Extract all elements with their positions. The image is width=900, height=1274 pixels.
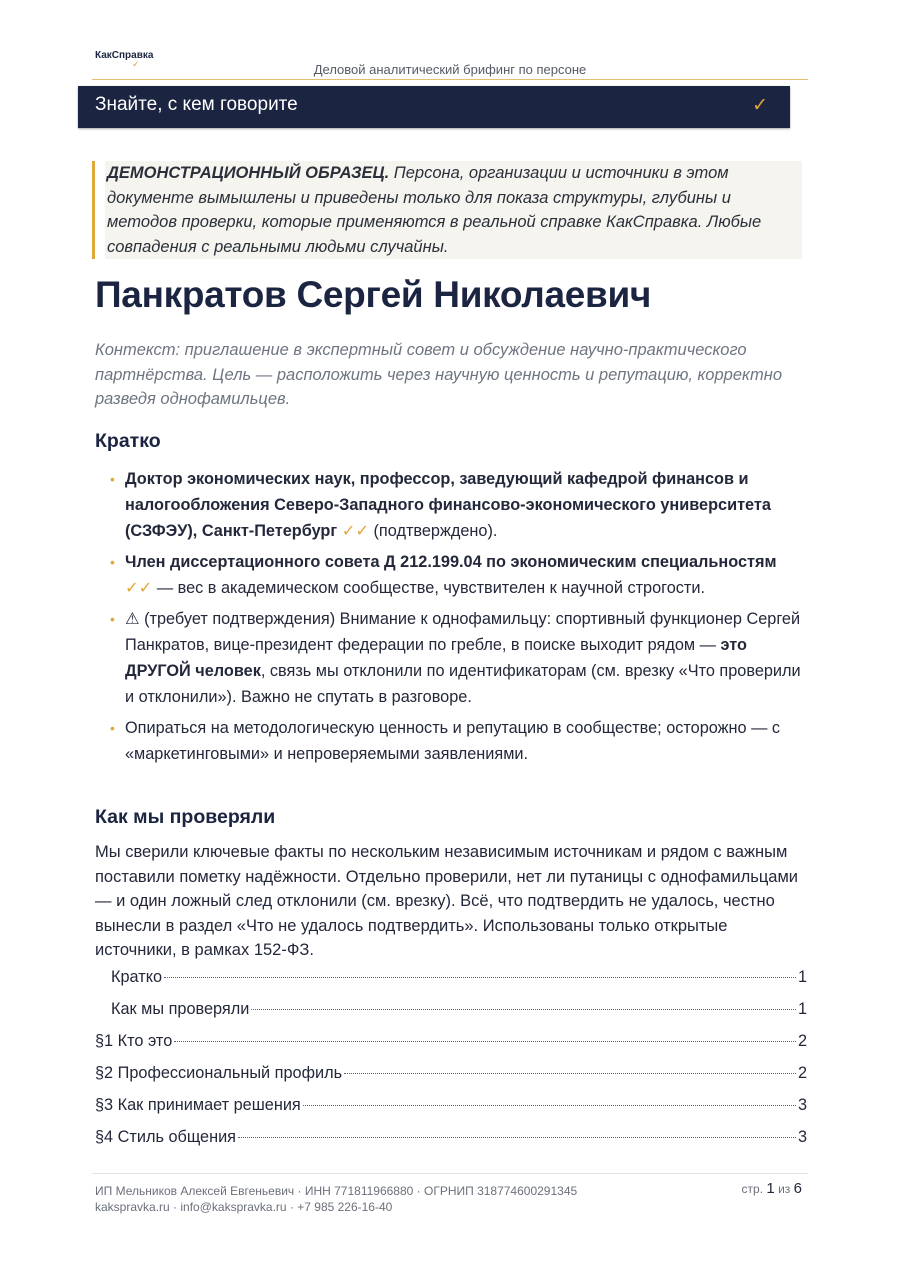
notice-box	[105, 161, 802, 259]
bullet-icon: •	[110, 471, 115, 487]
toc-leader	[251, 1009, 796, 1010]
item-text: (подтверждено).	[368, 522, 498, 540]
toc-label: §1 Кто это	[95, 1032, 173, 1050]
item-bold: Доктор экономических наук, профессор, заведующий кафедрой финансов и налогообложения Северо-Западного финансово-экономического университета (СЗФЭУ), Санкт-Петербург	[125, 470, 771, 540]
header-subtitle: Деловой аналитический брифинг по персоне	[313, 62, 587, 77]
toc-label: Как мы проверяли	[111, 1000, 250, 1018]
toc-label: §4 Стиль общения	[95, 1128, 236, 1146]
context-paragraph: Контекст: приглашение в экспертный совет и обсуждение научно-практического партнёрства. Цель — расположить через научную ценность и репутацию, корректно разведя однофамильцев.	[95, 341, 782, 408]
toc-label: §2 Профессиональный профиль	[95, 1064, 343, 1082]
brief-list	[108, 466, 808, 772]
footer-divider	[92, 1173, 808, 1174]
logo-check-icon: ✓	[132, 59, 140, 69]
notice-body: Персона, организации и источники в этом документе вымышлены и приведены только для показа структуры, глубины и методов проверки, которые применяются в реальной справке КакСправка. Любые совпадения с реальными людьми случайны.	[107, 164, 762, 256]
section-heading-brief: Кратко	[95, 430, 161, 452]
item-text: — вес в академическом сообществе, чувствителен к научной строгости.	[152, 579, 706, 597]
double-check-icon: ✓✓	[341, 522, 369, 540]
toc-leader	[303, 1105, 796, 1106]
footer-info	[95, 1183, 577, 1215]
toc-page: 3	[797, 1128, 807, 1146]
toc-label: §3 Как принимает решения	[95, 1096, 301, 1114]
notice-accent-bar	[92, 161, 95, 259]
brand-logo: КакСправка	[95, 50, 154, 61]
banner-title: Знайте, с кем говорите	[95, 94, 298, 115]
toc-page: 3	[797, 1096, 807, 1114]
section-heading-method: Как мы проверяли	[95, 806, 276, 828]
toc-page: 2	[797, 1064, 807, 1082]
header-banner	[78, 86, 790, 128]
item-bold: Член диссертационного совета Д 212.199.04 по экономическим специальностям	[125, 553, 777, 571]
page-counter	[742, 1180, 802, 1197]
method-paragraph: Мы сверили ключевые факты по нескольким независимым источникам и рядом с важным поставили пометку надёжности. Отдельно проверили, нет ли путаницы с однофамильцами — и один ложный след отклонили (см. врезку). Всё, что подтвердить не удалось, честно вынесли в раздел «Что не удалось подтвердить». Использованы только открытые источники, в рамках 152-ФЗ.	[95, 843, 799, 959]
header-divider	[92, 79, 808, 80]
toc-leader	[164, 977, 796, 978]
check-icon: ✓	[752, 95, 768, 116]
list-item	[108, 466, 808, 544]
page-prefix: стр.	[741, 1182, 764, 1196]
footer-legal: ИП Мельников Алексей Евгеньевич · ИНН 771811966880 · ОГРНИП 318774600291345	[95, 1184, 578, 1198]
bullet-icon: •	[110, 554, 115, 570]
toc-entry[interactable]	[95, 1096, 807, 1122]
item-text: , связь мы отклонили по идентификаторам (см. врезку «Что проверили и отклонили»). Важно не спутать в разговоре.	[125, 662, 801, 706]
bullet-icon: •	[110, 720, 115, 736]
list-item	[108, 606, 808, 710]
toc-leader	[238, 1137, 796, 1138]
toc-leader	[174, 1041, 796, 1042]
toc-entry[interactable]	[95, 968, 807, 994]
person-name: Панкратов Сергей Николаевич	[95, 274, 652, 315]
demo-notice	[92, 161, 802, 259]
page-number: 1	[766, 1180, 775, 1197]
list-item	[108, 549, 808, 601]
toc-entry[interactable]	[95, 1000, 807, 1026]
toc-entry[interactable]	[95, 1128, 807, 1154]
toc-page: 2	[797, 1032, 807, 1050]
toc-page: 1	[797, 968, 807, 986]
notice-lead: ДЕМОНСТРАЦИОННЫЙ ОБРАЗЕЦ.	[107, 164, 390, 182]
list-item	[108, 715, 808, 767]
page-total: 6	[793, 1180, 802, 1197]
notice-text	[107, 161, 797, 259]
toc-entry[interactable]	[95, 1032, 807, 1058]
bullet-icon: •	[110, 611, 115, 627]
item-text: ⚠ (требует подтверждения) Внимание к однофамильцу: спортивный функционер Сергей Панкратов, вице-президент федерации по гребле, в поиске выходит рядом —	[125, 610, 801, 654]
toc-label: Кратко	[111, 968, 163, 986]
double-check-icon: ✓✓	[125, 579, 153, 597]
toc-entry[interactable]	[95, 1064, 807, 1090]
item-bold: это ДРУГОЙ человек	[125, 636, 747, 680]
toc-leader	[344, 1073, 796, 1074]
toc-page: 1	[797, 1000, 807, 1018]
item-text: Опираться на методологическую ценность и репутацию в сообществе; осторожно — с «маркетинговыми» и непроверяемыми заявлениями.	[125, 719, 781, 763]
footer-contacts: kakspravka.ru · info@kakspravka.ru · +7 985 226-16-40	[95, 1200, 393, 1214]
page-of: из	[778, 1182, 791, 1196]
